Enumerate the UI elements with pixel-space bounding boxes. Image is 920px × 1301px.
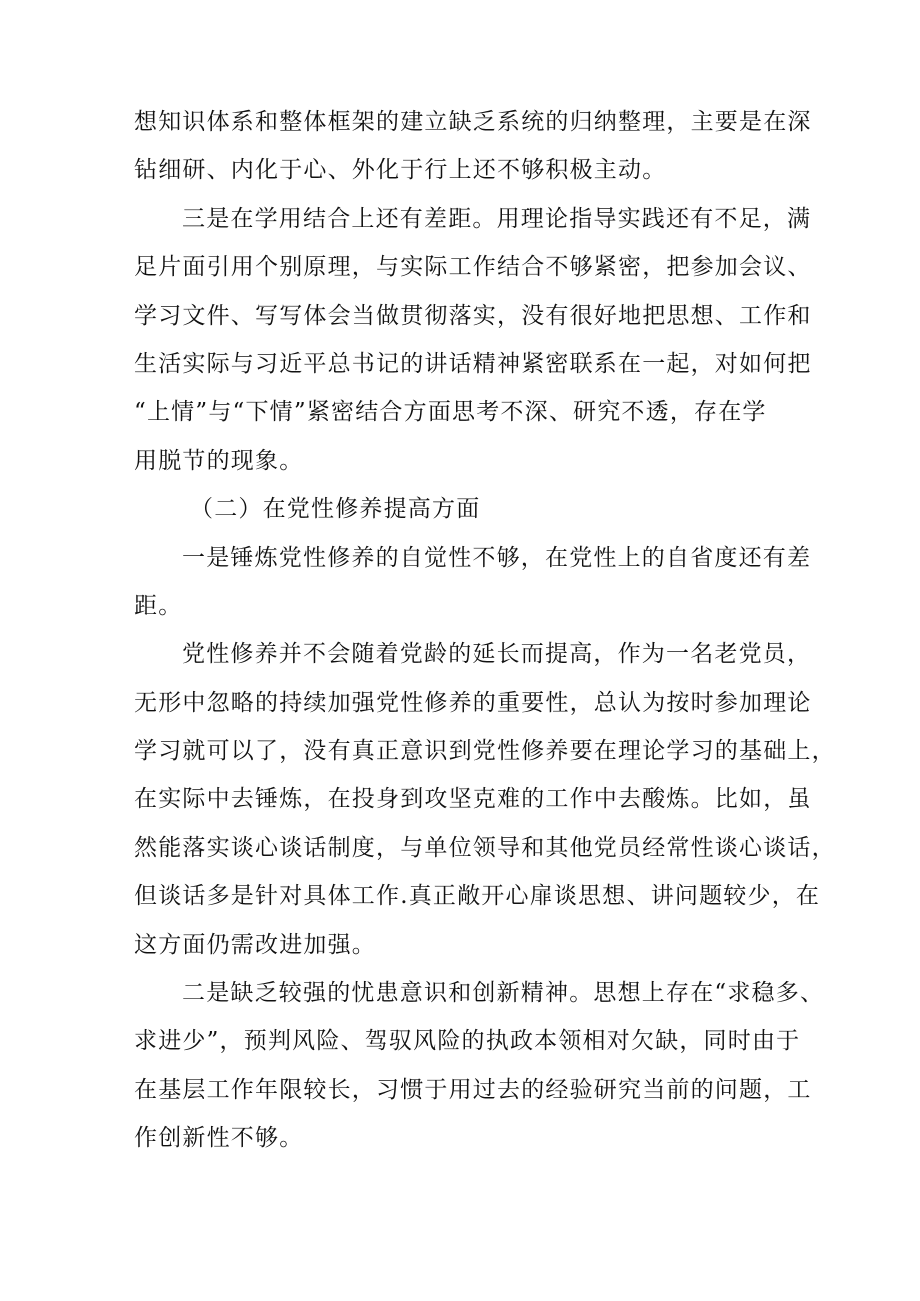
document-body	[134, 98, 836, 1163]
paragraph-line: 生活实际与习近平总书记的讲话精神紧密联系在一起，对如何把	[134, 350, 812, 377]
paragraph-line: 在基层工作年限较长，习惯于用过去的经验研究当前的问题，工	[134, 1076, 812, 1103]
paragraph-line: 足片面引用个别原理，与实际工作结合不够紧密，把参加会议、	[134, 254, 812, 281]
paragraph-line: 作创新性不够。	[134, 1125, 304, 1152]
paragraph-line: 一是锤炼党性修养的自觉性不够，在党性上的自省度还有差	[182, 544, 812, 571]
paragraph-line: 距。	[134, 592, 183, 619]
paragraph-line: 想知识体系和整体框架的建立缺乏系统的归纳整理，主要是在深	[134, 109, 812, 135]
paragraph-line: 求进少”，预判风险、驾驭风险的执政本领相对欠缺，同时由于	[134, 1028, 801, 1055]
paragraph-line: 学习就可以了，没有真正意识到党性修养要在理论学习的基础上，	[134, 738, 836, 765]
paragraph-line: 这方面仍需改进加强。	[134, 931, 376, 958]
paragraph-line: 在实际中去锤炼，在投身到攻坚克难的工作中去酸炼。比如，虽	[134, 786, 812, 813]
paragraph-line: 学习文件、写写体会当做贯彻落实，没有很好地把思想、工作和	[134, 302, 812, 329]
paragraph-line: 然能落实谈心谈话制度，与单位领导和其他党员经常性谈心谈话，	[134, 834, 836, 861]
section-heading: （二）在党性修养提高方面	[190, 496, 481, 523]
paragraph-line: 钻细研、内化于心、外化于行上还不够积极主动。	[134, 157, 667, 184]
paragraph-line: 三是在学用结合上还有差距。用理论指导实践还有不足，满	[182, 205, 812, 232]
paragraph-line: 用脱节的现象。	[134, 447, 304, 474]
paragraph-line: 但谈话多是针对具体工作.真正敞开心扉谈思想、讲问题较少，在	[134, 883, 821, 910]
paragraph-line: 党性修养并不会随着党龄的延长而提高，作为一名老党员，	[182, 641, 812, 668]
paragraph-line: 无形中忽略的持续加强党性修养的重要性，总认为按时参加理论	[134, 689, 812, 716]
paragraph-line: “上情”与“下情”紧密结合方面思考不深、研究不透，存在学	[134, 399, 767, 426]
paragraph-line: 二是缺乏较强的忧患意识和创新精神。思想上存在“求稳多、	[182, 980, 825, 1007]
